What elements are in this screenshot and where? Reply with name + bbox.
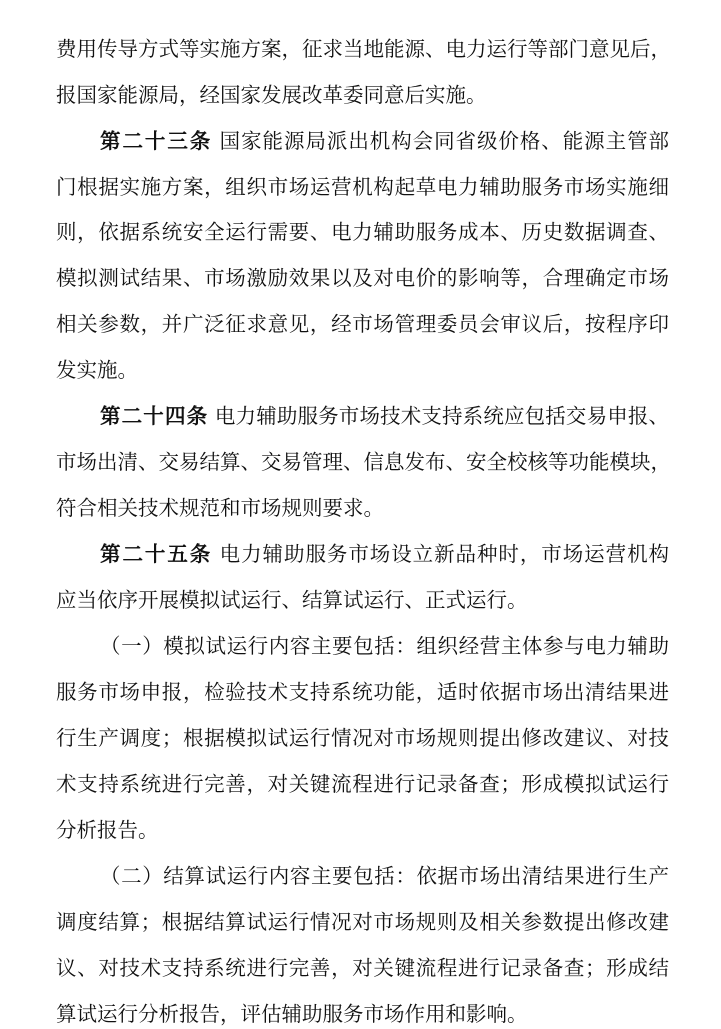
body-line-6: 模拟测试结果、市场激励效果以及对电价的影响等，合理确定市场 xyxy=(56,266,669,290)
article-24-heading: 第二十四条 xyxy=(100,404,209,428)
body-line-22: 算试运行分析报告，评估辅助服务市场作用和影响。 xyxy=(56,1002,528,1026)
body-line-20: 调度结算；根据结算试运行情况对市场规则及相关参数提出修改建 xyxy=(56,910,669,934)
body-line-5: 则，依据系统安全运行需要、电力辅助服务成本、历史数据调查、 xyxy=(56,220,669,244)
body-line-2: 报国家能源局，经国家发展改革委同意后实施。 xyxy=(56,83,487,107)
body-line-8: 发实施。 xyxy=(56,358,138,382)
item-2-first-line: （二）结算试运行内容主要包括：依据市场出清结果进行生产 xyxy=(100,864,669,888)
body-line-16: 行生产调度；根据模拟试运行情况对市场规则提出修改建议、对技 xyxy=(56,726,669,750)
body-line-11: 符合相关技术规范和市场规则要求。 xyxy=(56,496,384,520)
article-23-first-line xyxy=(100,126,669,156)
body-line-15: 服务市场申报，检验技术支持系统功能，适时依据市场出清结果进 xyxy=(56,680,669,704)
article-23-heading: 第二十三条 xyxy=(100,129,213,153)
article-23-text: 国家能源局派出机构会同省级价格、能源主管部 xyxy=(212,129,670,153)
body-line-10: 市场出清、交易结算、交易管理、信息发布、安全校核等功能模块， xyxy=(56,450,671,474)
body-line-13: 应当依序开展模拟试运行、结算试运行、正式运行。 xyxy=(56,588,528,612)
body-line-7: 相关参数，并广泛征求意见，经市场管理委员会审议后，按程序印 xyxy=(56,312,669,336)
article-25-heading: 第二十五条 xyxy=(100,542,213,566)
body-line-18: 分析报告。 xyxy=(56,818,159,842)
article-25-first-line xyxy=(100,539,669,569)
item-1-first-line: （一）模拟试运行内容主要包括：组织经营主体参与电力辅助 xyxy=(100,634,669,658)
body-line-1: 费用传导方式等实施方案，征求当地能源、电力运行等部门意见后， xyxy=(56,37,671,61)
body-line-4: 门根据实施方案，组织市场运营机构起草电力辅助服务市场实施细 xyxy=(56,175,669,199)
article-24-text: 电力辅助服务市场技术支持系统应包括交易申报、 xyxy=(208,404,670,428)
article-24-first-line xyxy=(100,401,669,431)
article-25-text: 电力辅助服务市场设立新品种时，市场运营机构 xyxy=(212,542,670,566)
body-line-17: 术支持系统进行完善，对关键流程进行记录备查；形成模拟试运行 xyxy=(56,772,669,796)
body-line-21: 议、对技术支持系统进行完善，对关键流程进行记录备查；形成结 xyxy=(56,956,669,980)
